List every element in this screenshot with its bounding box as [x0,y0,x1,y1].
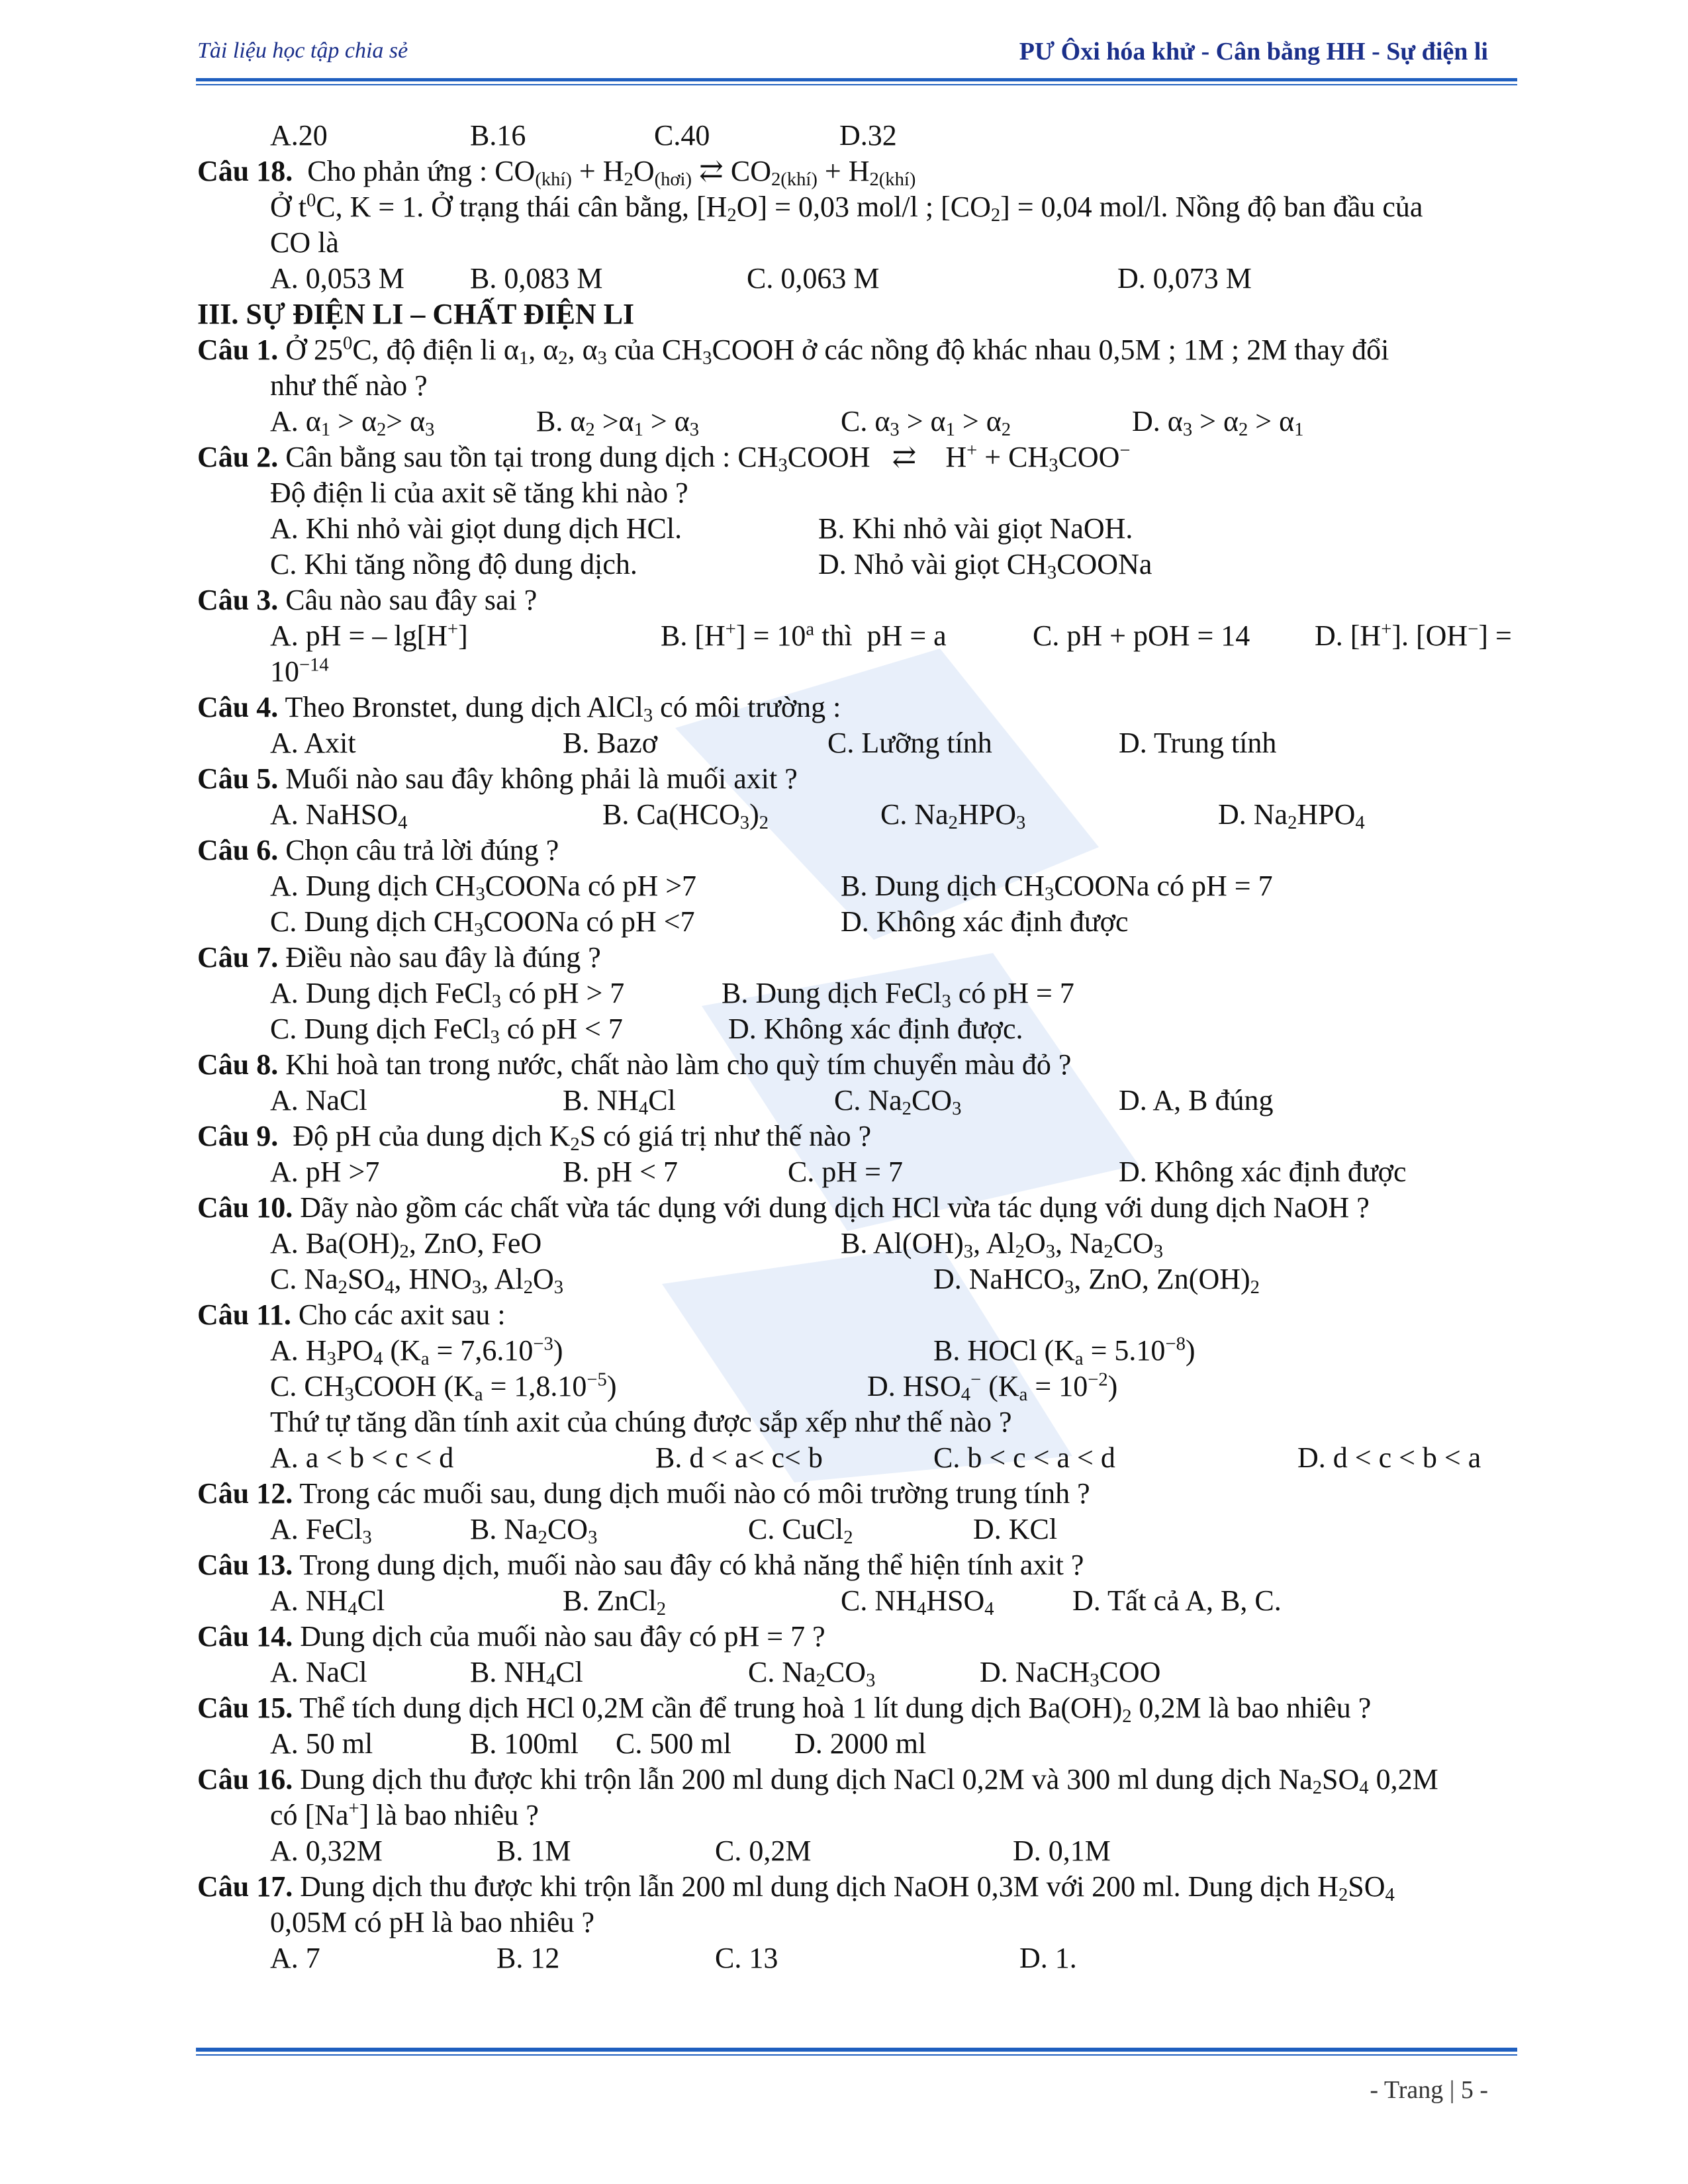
question-16-options [197,1833,1521,1869]
question-14-options [197,1655,1521,1690]
option-d: D. d < c < b < a [1297,1441,1481,1474]
option-d: D. $Na_2HPO_4$ [1218,798,1365,834]
option-c: C. 13 [715,1942,778,1974]
question-6: Câu 6. Chọn câu trả lời đúng ? [197,834,559,866]
option-b: B. d < a< c< b [655,1441,823,1474]
question-4: Câu 4. Theo Bronstet, dung dịch AlCl$_3$ có môi trường : [197,691,841,727]
option-a: A. a < b < c < d [270,1441,454,1474]
option-a: A. Dung dịch $CH_3COONa$ có pH >7 [270,870,697,905]
option-d: D. Nhỏ vài giọt $CH_3COONa$ [818,548,1152,584]
option-a: A. 0,32M [270,1835,383,1867]
question-1: Câu 1. Ở $25^0C$, độ điện li $\alpha_1$, $\alpha_2$, $\alpha_3$ của $CH_3COOH$ ở các nồng độ khác nhau 0,5M ; 1M ; 2M thay đổi [197,333,1389,369]
acid-a: A. $H_3PO_4$ $(K_a = 7,6.10^{-3})$ [270,1334,563,1370]
option-c: C. Lưỡng tính [827,727,992,759]
option-a: A. Khi nhỏ vài giọt dung dịch HCl. [270,512,682,545]
question-7: Câu 7. Điều nào sau đây là đúng ? [197,941,601,974]
question-8-options [197,1083,1521,1118]
option-b: B. 0,083 M [470,262,603,295]
option-a: A. $NH_4Cl$ [270,1584,385,1620]
option-d: D. [H+]. [OH−] = [1315,619,1512,652]
option-d: D. Không xác định được. [728,1013,1023,1045]
option-a: A. $Ba(OH)_2$, ZnO, FeO [270,1227,542,1263]
section-title: III. SỰ ĐIỆN LI – CHẤT ĐIỆN LI [197,298,635,330]
question-6-options-ab [197,868,1521,904]
question-10-options-ab [197,1226,1521,1261]
option-c: C. Dung dịch FeCl$_3$ có pH < 7 [270,1013,623,1048]
option-a: A. pH = – lg[H+] [270,619,468,652]
option-a: A.20 [270,119,328,152]
option-b: B. pH < 7 [563,1156,678,1188]
question-11: Câu 11. Cho các axit sau : [197,1298,506,1331]
option-c: C. pH = 7 [788,1156,903,1188]
option-c: C. CuCl$_2$ [748,1513,853,1549]
option-b: B. ZnCl$_2$ [563,1584,667,1620]
option-a: A. Axit [270,727,356,759]
header-rule [196,78,1517,81]
option-c: C. $Na_2CO_3$ [834,1084,962,1120]
option-d: D.32 [839,119,897,152]
option-b: B.16 [470,119,526,152]
option-d: D. NaHCO$_3$, ZnO, $Zn(OH)_2$ [933,1263,1260,1298]
acid-d: D. $HSO_4^-$ $(K_a = 10^{-2})$ [867,1369,1118,1406]
option-c: C. 500 ml [616,1727,731,1760]
question-18-line2: Ở $t^0C$, K = 1. Ở trạng thái cân bằng, $[H_2O] = 0,03$ mol/l ; $[CO_2] = 0,04$ mol/l. Nồng độ ban đầu của [270,190,1423,226]
question-12: Câu 12. Trong các muối sau, dung dịch muối nào có môi trường trung tính ? [197,1477,1090,1510]
question-3-option-d-cont: $10^{-14}$ [270,655,329,688]
question-15: Câu 15. Thể tích dung dịch HCl 0,2M cần để trung hoà 1 lít dung dịch $Ba(OH)_2$ 0,2M là bao nhiêu ? [197,1692,1372,1727]
question-4-options [197,725,1521,761]
footer-rule [196,2048,1517,2052]
question-text: Cho phản ứng : $CO_{(khí)} + H_2O_{(hơi)}$ ⇄ $CO_{2(khí)} + H_{2(khí)}$ [300,155,916,191]
option-d: D. Không xác định được [841,905,1129,938]
acid-c: C. $CH_3COOH$ $(K_a = 1,8.10^{-5})$ [270,1369,617,1406]
option-b: B. Dung dịch FeCl$_3$ có pH = 7 [722,977,1074,1013]
question-7-options-cd [197,1011,1521,1047]
option-a: A. pH >7 [270,1156,380,1188]
question-2: Câu 2. Cân bằng sau tồn tại trong dung dịch : $CH_3COOH$ ⇄ $H^+ + CH_3COO^-$ [197,440,1131,477]
option-a: A. NaCl [270,1084,367,1116]
question-17-line2: 0,05M có pH là bao nhiêu ? [270,1906,594,1938]
question-7-options-ab [197,976,1521,1011]
page-number: - Trang | 5 - [1370,2076,1488,2104]
option-a: A. FeCl$_3$ [270,1513,372,1549]
document-body [197,118,1521,1976]
option-a: A. 7 [270,1942,320,1974]
option-b: B. $[H^+] = 10^a$ thì pH = a [661,619,947,652]
question-11-options [197,1440,1521,1476]
option-c: C. $\alpha_3 > \alpha_1 > \alpha_2$ [841,405,1011,441]
option-b: B. Khi nhỏ vài giọt NaOH. [818,512,1133,545]
option-d: D. A, B đúng [1119,1084,1274,1116]
acid-b: B. HOCl $(K_a = 5.10^{-8})$ [933,1334,1196,1370]
question-16: Câu 16. Dung dịch thu được khi trộn lẫn 200 ml dung dịch NaCl 0,2M và 300 ml dung dịch $Na_2SO_4$ 0,2M [197,1763,1438,1799]
question-label: Câu 18. [197,155,293,187]
question-17-options [197,1940,1521,1976]
prev-options [197,118,1521,154]
option-a: A. NaHSO$_4$ [270,798,408,834]
question-16-line2: có [Na+] là bao nhiêu ? [270,1798,539,1831]
option-b: B. $Al(OH)_3$, $Al_2O_3$, $Na_2CO_3$ [841,1227,1164,1263]
option-d: D. 2000 ml [794,1727,927,1760]
option-b: B. 1M [496,1835,571,1867]
question-5-options [197,797,1521,833]
question-11-acids-cd [197,1369,1521,1404]
option-a: A. 50 ml [270,1727,373,1760]
question-18-line3: CO là [270,226,339,259]
question-9: Câu 9. Độ pH của dung dịch $K_2S$ có giá trị như thế nào ? [197,1120,872,1156]
question-9-options [197,1154,1521,1190]
option-d: D. $\alpha_3 > \alpha_2 > \alpha_1$ [1132,405,1304,441]
option-c: C. $NH_4HSO_4$ [841,1584,994,1620]
option-c: C. 0,2M [715,1835,812,1867]
option-d: D. NaCH$_3$COO [980,1656,1161,1692]
option-b: B. 12 [496,1942,560,1974]
header-rule-thin [196,84,1517,85]
question-14: Câu 14. Dung dịch của muối nào sau đây có pH = 7 ? [197,1620,825,1653]
option-c: C. Khi tăng nồng độ dung dịch. [270,548,637,580]
option-b: B. Bazơ [563,727,658,759]
question-3: Câu 3. Câu nào sau đây sai ? [197,584,538,616]
question-1-line2: như thế nào ? [270,369,428,402]
question-8: Câu 8. Khi hoà tan trong nước, chất nào làm cho quỳ tím chuyển màu đỏ ? [197,1048,1072,1081]
footer-rule-thin [196,2054,1517,2056]
option-a: A. Dung dịch FeCl$_3$ có pH > 7 [270,977,625,1013]
question-2-options-cd [197,547,1521,582]
option-c: C. b < c < a < d [933,1441,1115,1474]
option-d: D. 1. [1019,1942,1077,1974]
question-13-options [197,1583,1521,1619]
header-right: PƯ Ôxi hóa khử - Cân bằng HH - Sự điện li [1019,38,1488,66]
question-18 [197,154,1521,189]
option-d: D. 0,1M [1013,1835,1111,1867]
question-10-options-cd [197,1261,1521,1297]
question-11-acids-ab [197,1333,1521,1369]
question-10: Câu 10. Dãy nào gồm các chất vừa tác dụng với dung dịch HCl vừa tác dụng với dung dịch NaOH ? [197,1191,1370,1224]
question-13: Câu 13. Trong dung dịch, muối nào sau đây có khả năng thể hiện tính axit ? [197,1549,1084,1581]
option-b: B. 100ml [470,1727,579,1760]
question-18-options [197,261,1521,296]
option-b: B. $Na_2CO_3$ [470,1513,598,1549]
question-12-options [197,1512,1521,1547]
option-b: B. $NH_4Cl$ [470,1656,583,1692]
header-left: Tài liệu học tập chia sẻ [197,38,408,63]
option-c: C. 0,063 M [747,262,880,295]
option-c: C.40 [654,119,710,152]
option-d: D. Trung tính [1119,727,1277,759]
question-2-options-ab [197,511,1521,547]
option-c: C. Dung dịch $CH_3COONa$ có pH <7 [270,905,695,941]
option-b: B. $NH_4Cl$ [563,1084,676,1120]
option-b: B. Dung dịch $CH_3COONa$ có pH = 7 [841,870,1273,905]
option-c: C. pH + pOH = 14 [1033,619,1250,652]
option-d: D. Tất cả A, B, C. [1072,1584,1282,1617]
question-6-options-cd [197,904,1521,940]
option-a: A. 0,053 M [270,262,404,295]
question-15-options [197,1726,1521,1762]
question-1-options [197,404,1521,439]
question-2-line2: Độ điện li của axit sẽ tăng khi nào ? [270,477,688,509]
option-b: B. $Ca(HCO_3)_2$ [602,798,769,834]
option-a: A. $\alpha_1 > \alpha_2> \alpha_3$ [270,405,435,441]
question-3-options [197,618,1521,654]
question-17: Câu 17. Dung dịch thu được khi trộn lẫn 200 ml dung dịch NaOH 0,3M với 200 ml. Dung dịch $H_2SO_4$ [197,1870,1395,1906]
option-a: A. NaCl [270,1656,367,1688]
option-d: D. KCl [973,1513,1058,1545]
option-d: D. Không xác định được [1119,1156,1407,1188]
option-c: C. $Na_2CO_3$ [748,1656,876,1692]
option-b: B. $\alpha_2 >\alpha_1 > \alpha_3$ [536,405,700,441]
option-d: D. 0,073 M [1117,262,1252,295]
question-5: Câu 5. Muối nào sau đây không phải là muối axit ? [197,762,798,795]
option-c: C. $Na_2SO_4$, $HNO_3$, $Al_2O_3$ [270,1263,564,1298]
question-11-line4: Thứ tự tăng dần tính axit của chúng được sắp xếp như thế nào ? [270,1406,1012,1438]
option-c: C. $Na_2HPO_3$ [880,798,1026,834]
